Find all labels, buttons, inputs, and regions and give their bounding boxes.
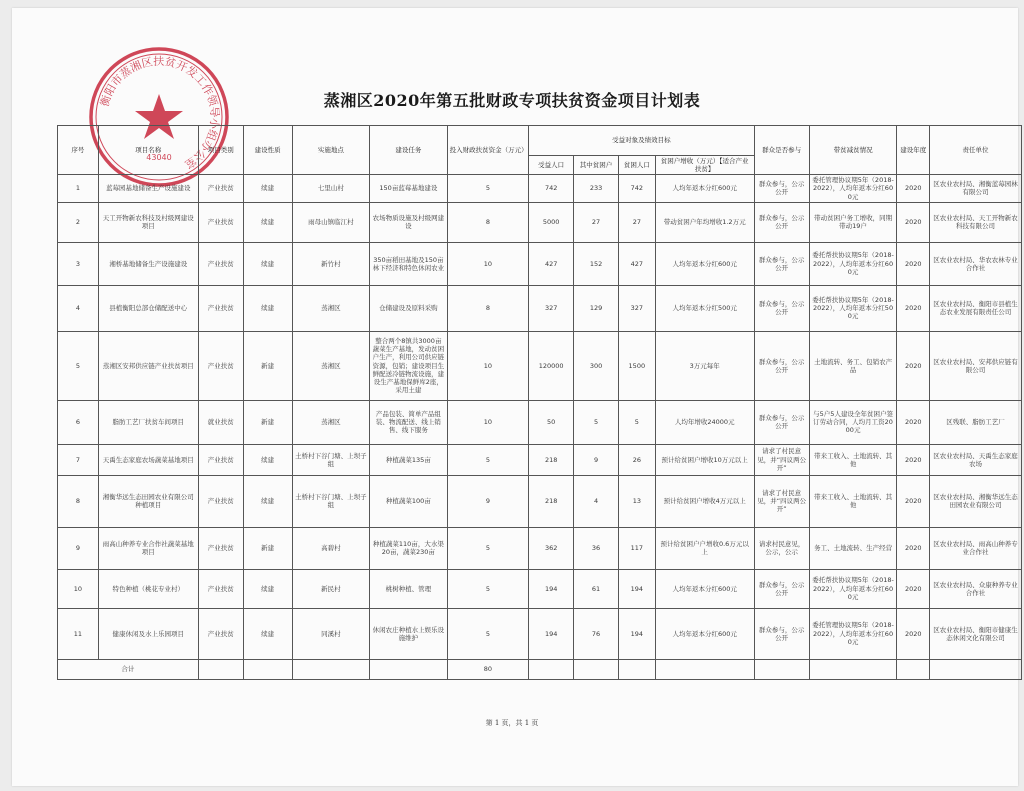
cell-people: 120000	[529, 331, 574, 400]
cell-location: 土桥村下谷门塘、上坝子组	[292, 444, 370, 475]
cell-category: 产业扶贫	[198, 527, 243, 569]
cell-nature: 续建	[243, 175, 292, 202]
table-row	[58, 175, 1022, 202]
cell-year: 2020	[897, 242, 930, 285]
cell-funds: 5	[447, 175, 529, 202]
cell-no: 3	[58, 242, 99, 285]
cell-funds: 8	[447, 202, 529, 242]
cell-benefit: 带来工收入、土地流转、其他	[809, 444, 897, 475]
cell-year: 2020	[897, 475, 930, 527]
cell-year: 2020	[897, 202, 930, 242]
cell-poor-households: 233	[574, 175, 619, 202]
cell-income: 人均年增收24000元	[655, 400, 754, 444]
header-no: 序号	[58, 126, 99, 175]
cell-poor-households: 152	[574, 242, 619, 285]
header-income: 贫困户增收（万元）【适合产业扶贫】	[655, 156, 754, 175]
cell-no: 9	[58, 527, 99, 569]
cell-name: 天工开物新农科技及村级网建设项目	[98, 202, 198, 242]
cell-location: 高碧村	[292, 527, 370, 569]
cell-task: 种植蔬菜135亩	[370, 444, 448, 475]
cell-funds: 10	[447, 242, 529, 285]
cell-income: 预计给贫困户户增收0.6万元以上	[655, 527, 754, 569]
cell-income: 人均年返本分红600元	[655, 569, 754, 608]
cell-location: 蒸湘区	[292, 400, 370, 444]
cell-name: 健康休闲及水上乐园项目	[98, 608, 198, 659]
cell-mass: 群众参与，公示公开	[754, 242, 809, 285]
cell-nature: 新建	[243, 527, 292, 569]
cell-people: 742	[529, 175, 574, 202]
cell-poor-households: 300	[574, 331, 619, 400]
cell-people: 218	[529, 444, 574, 475]
cell-unit: 区农业农村局、衡阳市县植生态农业发展有限责任公司	[930, 285, 1022, 331]
header-location: 实施地点	[292, 126, 370, 175]
cell-poor-people: 26	[618, 444, 655, 475]
header-task: 建设任务	[370, 126, 448, 175]
cell-name: 特色种植（桃花专业村）	[98, 569, 198, 608]
cell-mass: 请求了村民意见，并“四议两公开”	[754, 444, 809, 475]
cell-nature: 续建	[243, 444, 292, 475]
cell-task: 休闲农庄种植水上娱乐设施维护	[370, 608, 448, 659]
cell-no: 10	[58, 569, 99, 608]
cell-income: 人均年返本分红600元	[655, 175, 754, 202]
cell-unit: 区农业农村局、众康种养专业合作社	[930, 569, 1022, 608]
table-row	[58, 608, 1022, 659]
project-plan-table	[57, 125, 1022, 680]
cell-income: 预计给贫困户增收10万元以上	[655, 444, 754, 475]
page-title: 蒸湘区2020年第五批财政专项扶贫资金项目计划表	[323, 91, 701, 110]
cell-people: 194	[529, 569, 574, 608]
cell-category: 产业扶贫	[198, 175, 243, 202]
cell-nature: 续建	[243, 475, 292, 527]
cell-unit: 区农业农村局、湘衡蓝莓园林有限公司	[930, 175, 1022, 202]
cell-location: 土桥村下谷门塘、上坝子组	[292, 475, 370, 527]
table-row	[58, 444, 1022, 475]
table-row	[58, 569, 1022, 608]
cell-unit: 区农业农村局、安邦供应链有限公司	[930, 331, 1022, 400]
cell-funds: 5	[447, 608, 529, 659]
cell-income: 预计给贫困户增收4万元以上	[655, 475, 754, 527]
total-row	[58, 659, 1022, 679]
table-row	[58, 527, 1022, 569]
header-unit: 责任单位	[930, 126, 1022, 175]
cell-unit: 区农业农村局、湘衡华远生态田园农业有限公司	[930, 475, 1022, 527]
header-name: 项目名称	[98, 126, 198, 175]
cell-benefit: 与5户5人建设全年贫困户签订劳动合同，人均月工资2000元	[809, 400, 897, 444]
cell-name: 蓝莓园基地储备生产设施建设	[98, 175, 198, 202]
cell-no: 6	[58, 400, 99, 444]
table-row	[58, 331, 1022, 400]
cell-unit: 区农业农村局、天工开物新农科技有限公司	[930, 202, 1022, 242]
cell-mass: 请求村民意见，公示，公示	[754, 527, 809, 569]
cell-income: 人均年返本分红600元	[655, 242, 754, 285]
cell-category: 产业扶贫	[198, 202, 243, 242]
cell-poor-households: 27	[574, 202, 619, 242]
header-mass: 群众是否参与	[754, 126, 809, 175]
cell-people: 5000	[529, 202, 574, 242]
cell-poor-people: 27	[618, 202, 655, 242]
table-row	[58, 285, 1022, 331]
cell-location: 新竹村	[292, 242, 370, 285]
cell-task: 桃树种植、管理	[370, 569, 448, 608]
cell-nature: 续建	[243, 569, 292, 608]
table-row	[58, 475, 1022, 527]
cell-name: 湘衡华远生态田园农业有限公司种植项目	[98, 475, 198, 527]
cell-name: 蒸湘区安邦供应链产业扶贫项目	[98, 331, 198, 400]
cell-people: 218	[529, 475, 574, 527]
cell-funds: 5	[447, 569, 529, 608]
cell-location: 新民村	[292, 569, 370, 608]
cell-nature: 续建	[243, 242, 292, 285]
page-footer: 第 1 页，共 1 页	[485, 719, 539, 727]
header-category: 项目类别	[198, 126, 243, 175]
cell-poor-people: 5	[618, 400, 655, 444]
cell-category: 产业扶贫	[198, 475, 243, 527]
cell-funds: 10	[447, 331, 529, 400]
cell-category: 产业扶贫	[198, 608, 243, 659]
cell-year: 2020	[897, 444, 930, 475]
cell-poor-households: 36	[574, 527, 619, 569]
cell-mass: 群众参与，公示公开	[754, 400, 809, 444]
cell-benefit: 土地流转、务工、包销农产品	[809, 331, 897, 400]
cell-no: 8	[58, 475, 99, 527]
cell-mass: 请求了村民意见，并“四议两公开”	[754, 475, 809, 527]
cell-name: 脂肪工艺厂扶贫车间项目	[98, 400, 198, 444]
cell-mass: 群众参与，公示公开	[754, 331, 809, 400]
cell-benefit: 委托管理协议期5年（2018-2022），人均年返本分红600元	[809, 175, 897, 202]
cell-location: 同溪村	[292, 608, 370, 659]
cell-category: 就业扶贫	[198, 400, 243, 444]
cell-income: 3万元每年	[655, 331, 754, 400]
cell-task: 仓储建设及原料采购	[370, 285, 448, 331]
cell-year: 2020	[897, 569, 930, 608]
cell-poor-people: 742	[618, 175, 655, 202]
cell-poor-people: 194	[618, 569, 655, 608]
cell-people: 327	[529, 285, 574, 331]
cell-people: 194	[529, 608, 574, 659]
cell-year: 2020	[897, 175, 930, 202]
cell-nature: 续建	[243, 202, 292, 242]
cell-unit: 区农业农村局、天禹生态家庭农场	[930, 444, 1022, 475]
cell-funds: 5	[447, 527, 529, 569]
cell-poor-households: 61	[574, 569, 619, 608]
cell-funds: 9	[447, 475, 529, 527]
cell-location: 雨母山镇临江村	[292, 202, 370, 242]
cell-category: 产业扶贫	[198, 569, 243, 608]
cell-no: 2	[58, 202, 99, 242]
table-row	[58, 400, 1022, 444]
cell-category: 产业扶贫	[198, 331, 243, 400]
cell-people: 427	[529, 242, 574, 285]
header-beneficiary-group: 受益对象及绩效目标	[529, 126, 754, 156]
cell-task: 产品包装、简单产品组装、物流配送、线上销售、线下服务	[370, 400, 448, 444]
cell-task: 种植蔬菜110亩，大水渠20亩，蔬菜230亩	[370, 527, 448, 569]
cell-category: 产业扶贫	[198, 242, 243, 285]
header-funds: 投入财政扶贫资金（万元）	[447, 126, 529, 175]
cell-funds: 8	[447, 285, 529, 331]
cell-category: 产业扶贫	[198, 285, 243, 331]
cell-poor-people: 117	[618, 527, 655, 569]
header-year: 建设年度	[897, 126, 930, 175]
cell-poor-households: 5	[574, 400, 619, 444]
cell-year: 2020	[897, 400, 930, 444]
cell-name: 天禹生态家庭农场蔬菜基地项目	[98, 444, 198, 475]
cell-name: 县植衡阳总部仓储配送中心	[98, 285, 198, 331]
cell-no: 7	[58, 444, 99, 475]
cell-poor-households: 9	[574, 444, 619, 475]
cell-location: 蒸湘区	[292, 331, 370, 400]
cell-year: 2020	[897, 285, 930, 331]
cell-task: 农场物质设施及村级网建设	[370, 202, 448, 242]
table-body	[58, 175, 1022, 659]
cell-name: 雨高山种养专业合作社蔬菜基地项目	[98, 527, 198, 569]
total-funds: 80	[447, 659, 529, 679]
cell-people: 50	[529, 400, 574, 444]
cell-funds: 10	[447, 400, 529, 444]
cell-year: 2020	[897, 331, 930, 400]
seal-code: 43040	[146, 153, 172, 162]
header-people: 受益人口	[529, 156, 574, 175]
cell-poor-people: 13	[618, 475, 655, 527]
cell-nature: 新建	[243, 331, 292, 400]
seal-text: 衡阳市蒸湘区扶贫开发工作领导小组办公室	[98, 54, 222, 172]
cell-name: 湘桥基地储备生产设施建设	[98, 242, 198, 285]
cell-poor-people: 427	[618, 242, 655, 285]
cell-poor-people: 327	[618, 285, 655, 331]
cell-mass: 群众参与，公示公开	[754, 202, 809, 242]
table-row	[58, 242, 1022, 285]
cell-nature: 新建	[243, 400, 292, 444]
cell-benefit: 带动贫困户务工增收，同期带动19户	[809, 202, 897, 242]
total-label: 合计	[58, 659, 199, 679]
cell-unit: 区农业农村局、衡阳市健康生态休闲文化有限公司	[930, 608, 1022, 659]
cell-task: 整合两个8镇共3000亩蔬菜生产基地，发动贫困户生产，利用公司供应链资源，包销；建设项目生鲜配送冷链物流设施，建设生产基地保鲜库2座，采用土建	[370, 331, 448, 400]
cell-unit: 区农业农村局、雨高山种养专业合作社	[930, 527, 1022, 569]
cell-no: 11	[58, 608, 99, 659]
cell-poor-people: 194	[618, 608, 655, 659]
cell-task: 350亩稻田基地及150亩林下经济和特色休闲农业	[370, 242, 448, 285]
header-nature: 建设性质	[243, 126, 292, 175]
cell-poor-people: 1500	[618, 331, 655, 400]
cell-benefit: 委托管理协议期5年（2018-2022），人均年返本分红600元	[809, 608, 897, 659]
cell-no: 4	[58, 285, 99, 331]
cell-benefit: 委托帮扶协议期5年（2018-2022），人均年返本分红600元	[809, 569, 897, 608]
cell-income: 人均年返本分红600元	[655, 608, 754, 659]
cell-nature: 续建	[243, 608, 292, 659]
cell-no: 5	[58, 331, 99, 400]
cell-year: 2020	[897, 608, 930, 659]
cell-benefit: 委托帮扶协议期5年（2018-2022），人均年返本分红600元	[809, 242, 897, 285]
cell-location: 七里山村	[292, 175, 370, 202]
cell-income: 人均年返本分红500元	[655, 285, 754, 331]
cell-funds: 5	[447, 444, 529, 475]
cell-mass: 群众参与，公示公开	[754, 285, 809, 331]
cell-task: 种植蔬菜100亩	[370, 475, 448, 527]
table-row	[58, 202, 1022, 242]
cell-poor-households: 4	[574, 475, 619, 527]
cell-poor-households: 129	[574, 285, 619, 331]
cell-poor-households: 76	[574, 608, 619, 659]
cell-benefit: 务工、土地流转、生产经营	[809, 527, 897, 569]
cell-mass: 群众参与，公示公开	[754, 569, 809, 608]
cell-unit: 区残联、脂肪工艺厂	[930, 400, 1022, 444]
cell-income: 带动贫困户年均增收1.2万元	[655, 202, 754, 242]
cell-no: 1	[58, 175, 99, 202]
cell-year: 2020	[897, 527, 930, 569]
header-poor-households: 其中贫困户	[574, 156, 619, 175]
cell-people: 362	[529, 527, 574, 569]
header-poor-people: 贫困人口	[618, 156, 655, 175]
cell-nature: 续建	[243, 285, 292, 331]
cell-benefit: 带来工收入、土地流转、其他	[809, 475, 897, 527]
cell-benefit: 委托帮扶协议期5年（2018-2022），人均年返本分红500元	[809, 285, 897, 331]
cell-mass: 群众参与，公示公开	[754, 175, 809, 202]
cell-task: 150亩蓝莓基地建设	[370, 175, 448, 202]
cell-location: 蒸湘区	[292, 285, 370, 331]
cell-unit: 区农业农村局、华农农林专业合作社	[930, 242, 1022, 285]
header-benefit: 带贫减贫情况	[809, 126, 897, 175]
cell-mass: 群众参与，公示公开	[754, 608, 809, 659]
cell-category: 产业扶贫	[198, 444, 243, 475]
